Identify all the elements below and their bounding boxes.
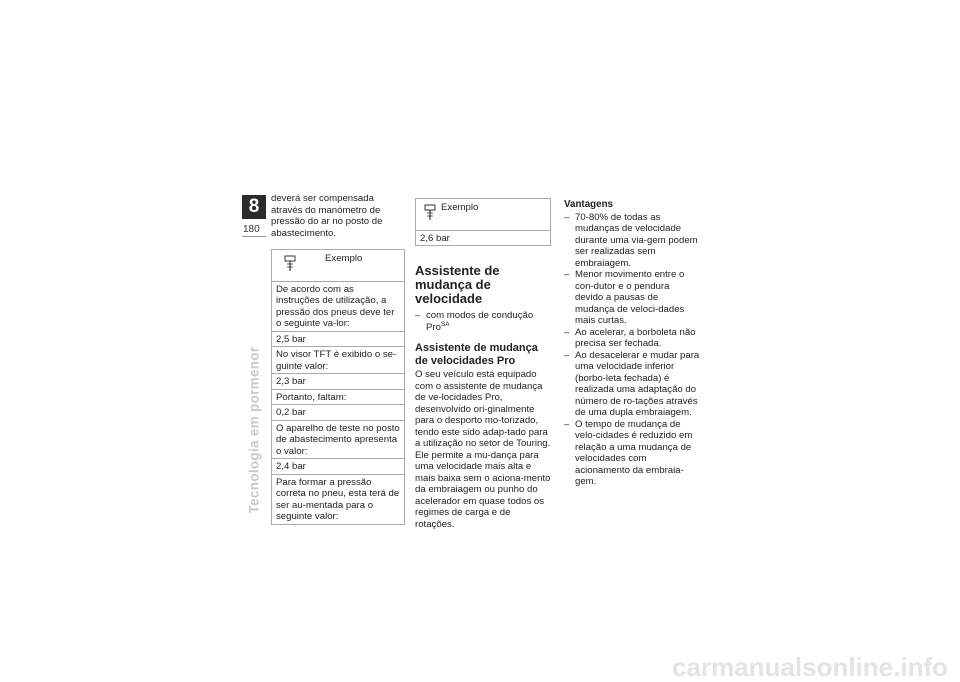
site-watermark: carmanualsonline.info [672,651,948,682]
example-row: Portanto, faltam: [272,390,404,406]
example-row: O aparelho de teste no posto de abastecimento apresenta o valor: [272,421,404,460]
list-item: – 70-80% de todas as mudanças de velocidade durante uma via-gem podem ser realizadas sem embraiagem. [564,212,700,270]
advantages-list [564,212,700,488]
example-box-1 [271,249,405,525]
example-row: 2,4 bar [272,459,404,475]
column-1 [271,193,405,525]
column-3 [564,199,700,488]
example-row: 2,6 bar [420,232,450,244]
chapter-side-title: Tecnologia em pormenor [246,346,262,514]
intro-paragraph: deverá ser compensada através do manómetro de pressão do ar no posto de abastecimento. [271,193,383,239]
example-box-header [272,250,404,282]
page-number-divider [242,236,266,237]
list-item: – O tempo de mudança de velo-cidades é reduzido em relação a uma mudança de velocidades com acionamento da embraia-gem. [564,419,700,488]
advantages-heading: Vantagens [564,199,614,210]
feature-list [415,310,551,333]
chapter-number-badge: 8 [242,195,266,219]
example-box-2 [415,198,551,246]
example-label: Exemplo [325,253,363,264]
example-label: Exemplo [441,202,479,213]
example-row: De acordo com as instruções de utilização, a pressão dos pneus deve ter o seguinte va-lor: [272,282,404,332]
example-row: No visor TFT é exibido o se-guinte valor: [272,347,404,374]
example-row: 2,3 bar [272,374,404,390]
pressure-gauge-icon [284,255,296,273]
sa-superscript: SA [440,320,450,328]
list-item: – Ao acelerar, a borboleta não precisa ser fechada. [564,327,700,350]
column-2 [415,198,551,530]
pressure-gauge-icon [424,204,436,222]
section-heading: Assistente de mudança de velocidade [415,263,500,306]
list-item-text: com modos de condução Pro [426,310,534,333]
example-row: Para formar a pressão correta no pneu, esta terá de ser au-mentada para o seguinte valor: [276,476,400,522]
list-item: – Ao desacelerar e mudar para uma velocidade inferior (borbo-leta fechada) é realizada uma adaptação do número de ro-tações através de uma dupla embraiagem. [564,350,700,419]
list-item [415,310,551,333]
body-paragraph: O seu veículo está equipado com o assistente de mudança de ve-locidades Pro, desenvolvido ori-ginalmente para o desporto mo-torizado, tendo este sido adap-tado para a utilização no setor de Touring. Ele permite a mu-dança para uma velocidade mais alta e mais baixa sem o aciona-mento da embraiagem ou punho do acelerador em quase todos os regimes de carga e de rotações. [415,369,551,530]
list-item: – Menor movimento entre o con-dutor e o pendura devido a pausas de mudança de veloci-dades mais curtas. [564,269,700,327]
example-box-header [416,199,550,231]
example-row: 0,2 bar [272,405,404,421]
subsection-heading: Assistente de mudança de velocidades Pro [415,342,538,367]
example-row: 2,5 bar [272,332,404,348]
page-number: 180 [243,224,260,235]
